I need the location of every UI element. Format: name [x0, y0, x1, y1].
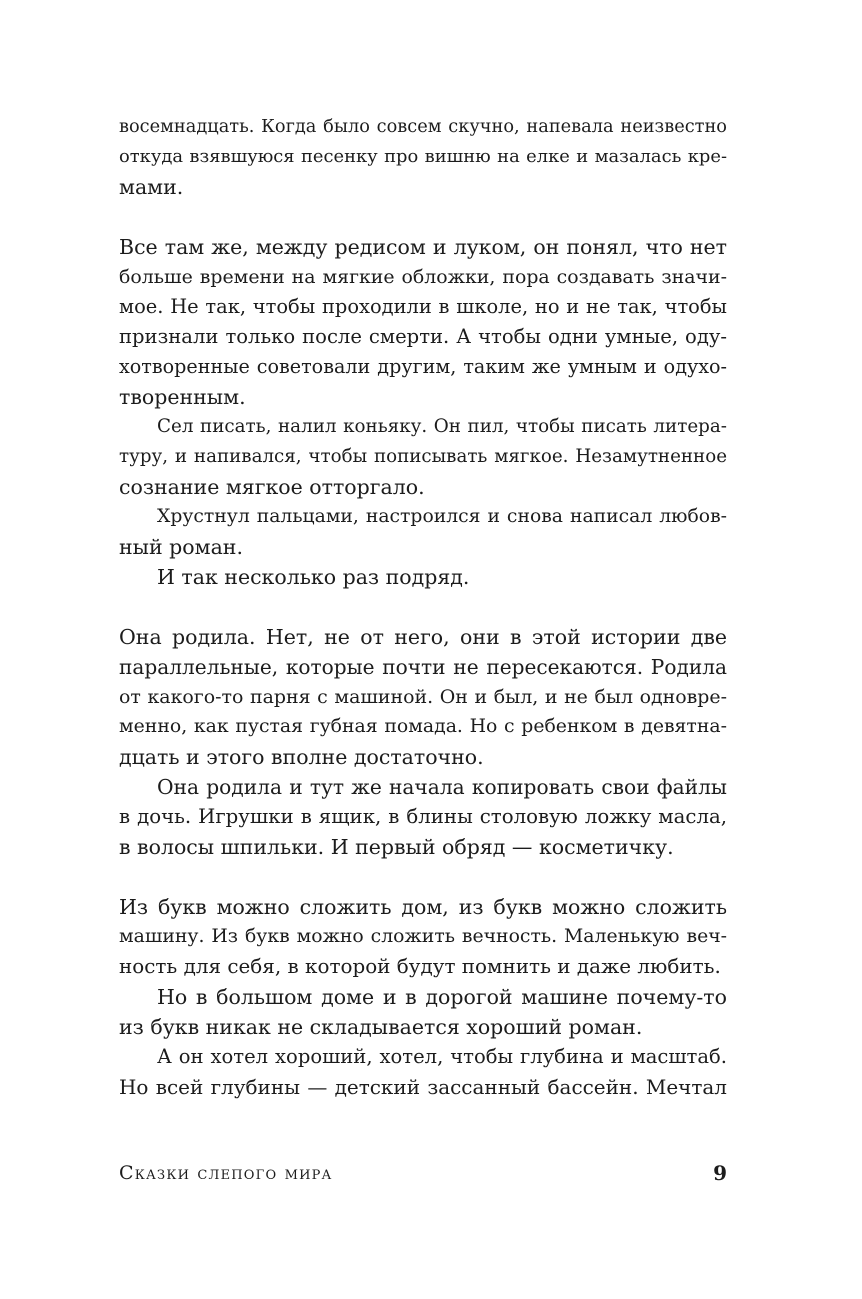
text-line: менно, как пустая губная помада. Но с ребенком в девятна-: [119, 716, 727, 737]
text-line: Она родила и тут же начала копировать свои файлы: [157, 775, 727, 799]
text-line: признали только после смерти. А чтобы одни умные, оду-: [119, 325, 727, 348]
text-line: мами.: [119, 175, 184, 199]
text-line: Хрустнул пальцами, настроился и снова написал любов-: [157, 506, 727, 527]
text-line: хотворенные советовали другим, таким же умным и одухо-: [119, 355, 727, 378]
text-line: от какого-то парня с машиной. Он и был, и не был одновре-: [119, 686, 727, 708]
text-line: в волосы шпильки. И первый обряд — косметичку.: [119, 835, 674, 859]
text-line: Все там же, между редисом и луком, он понял, что нет: [119, 235, 727, 259]
text-line: параллельные, которые почти не пересекаются. Родила: [119, 655, 727, 679]
text-line: Она родила. Нет, не от него, они в этой истории две: [119, 625, 727, 649]
text-line: откуда взявшуюся песенку про вишню на елке и мазалась кре-: [119, 146, 727, 167]
page-number: 9: [713, 1161, 727, 1185]
text-line: Из букв можно сложить дом, из букв можно сложить: [119, 895, 727, 919]
page-footer: [119, 1158, 727, 1188]
text-line: дцать и этого вполне достаточно.: [119, 745, 484, 769]
text-line: Но в большом доме и в дорогой машине почему-то: [157, 985, 727, 1009]
text-line: Но всей глубины — детский зассанный бассейн. Мечтал: [119, 1075, 727, 1099]
section-break: [119, 592, 727, 622]
section-break: [119, 202, 727, 232]
text-line: И так несколько раз подряд.: [157, 565, 470, 589]
text-line: сознание мягкое отторгало.: [119, 475, 425, 499]
text-line: машину. Из букв можно сложить вечность. Маленькую веч-: [119, 926, 727, 947]
text-line: туру, и напивался, чтобы пописывать мягкое. Незамутненное: [119, 446, 727, 467]
text-line: мое. Не так, чтобы проходили в школе, но и не так, чтобы: [119, 295, 727, 318]
text-line: Сел писать, налил коньяку. Он пил, чтобы писать литера-: [157, 416, 727, 437]
text-line: больше времени на мягкие обложки, пора создавать значи-: [119, 266, 727, 288]
text-line: из букв никак не складывается хороший роман.: [119, 1015, 643, 1039]
body-text: [119, 112, 727, 1102]
text-line: творенным.: [119, 385, 246, 409]
section-break: [119, 862, 727, 892]
text-line: ность для себя, в которой будут помнить и даже любить.: [119, 955, 721, 978]
text-line: ный роман.: [119, 535, 243, 559]
text-line: А он хотел хороший, хотел, чтобы глубина и масштаб.: [157, 1045, 727, 1068]
running-title: Сказки слепого мира: [119, 1162, 333, 1184]
text-line: в дочь. Игрушки в ящик, в блины столовую ложку масла,: [119, 805, 727, 828]
text-line: восемнадцать. Когда было совсем скучно, напевала неизвестно: [119, 117, 727, 137]
